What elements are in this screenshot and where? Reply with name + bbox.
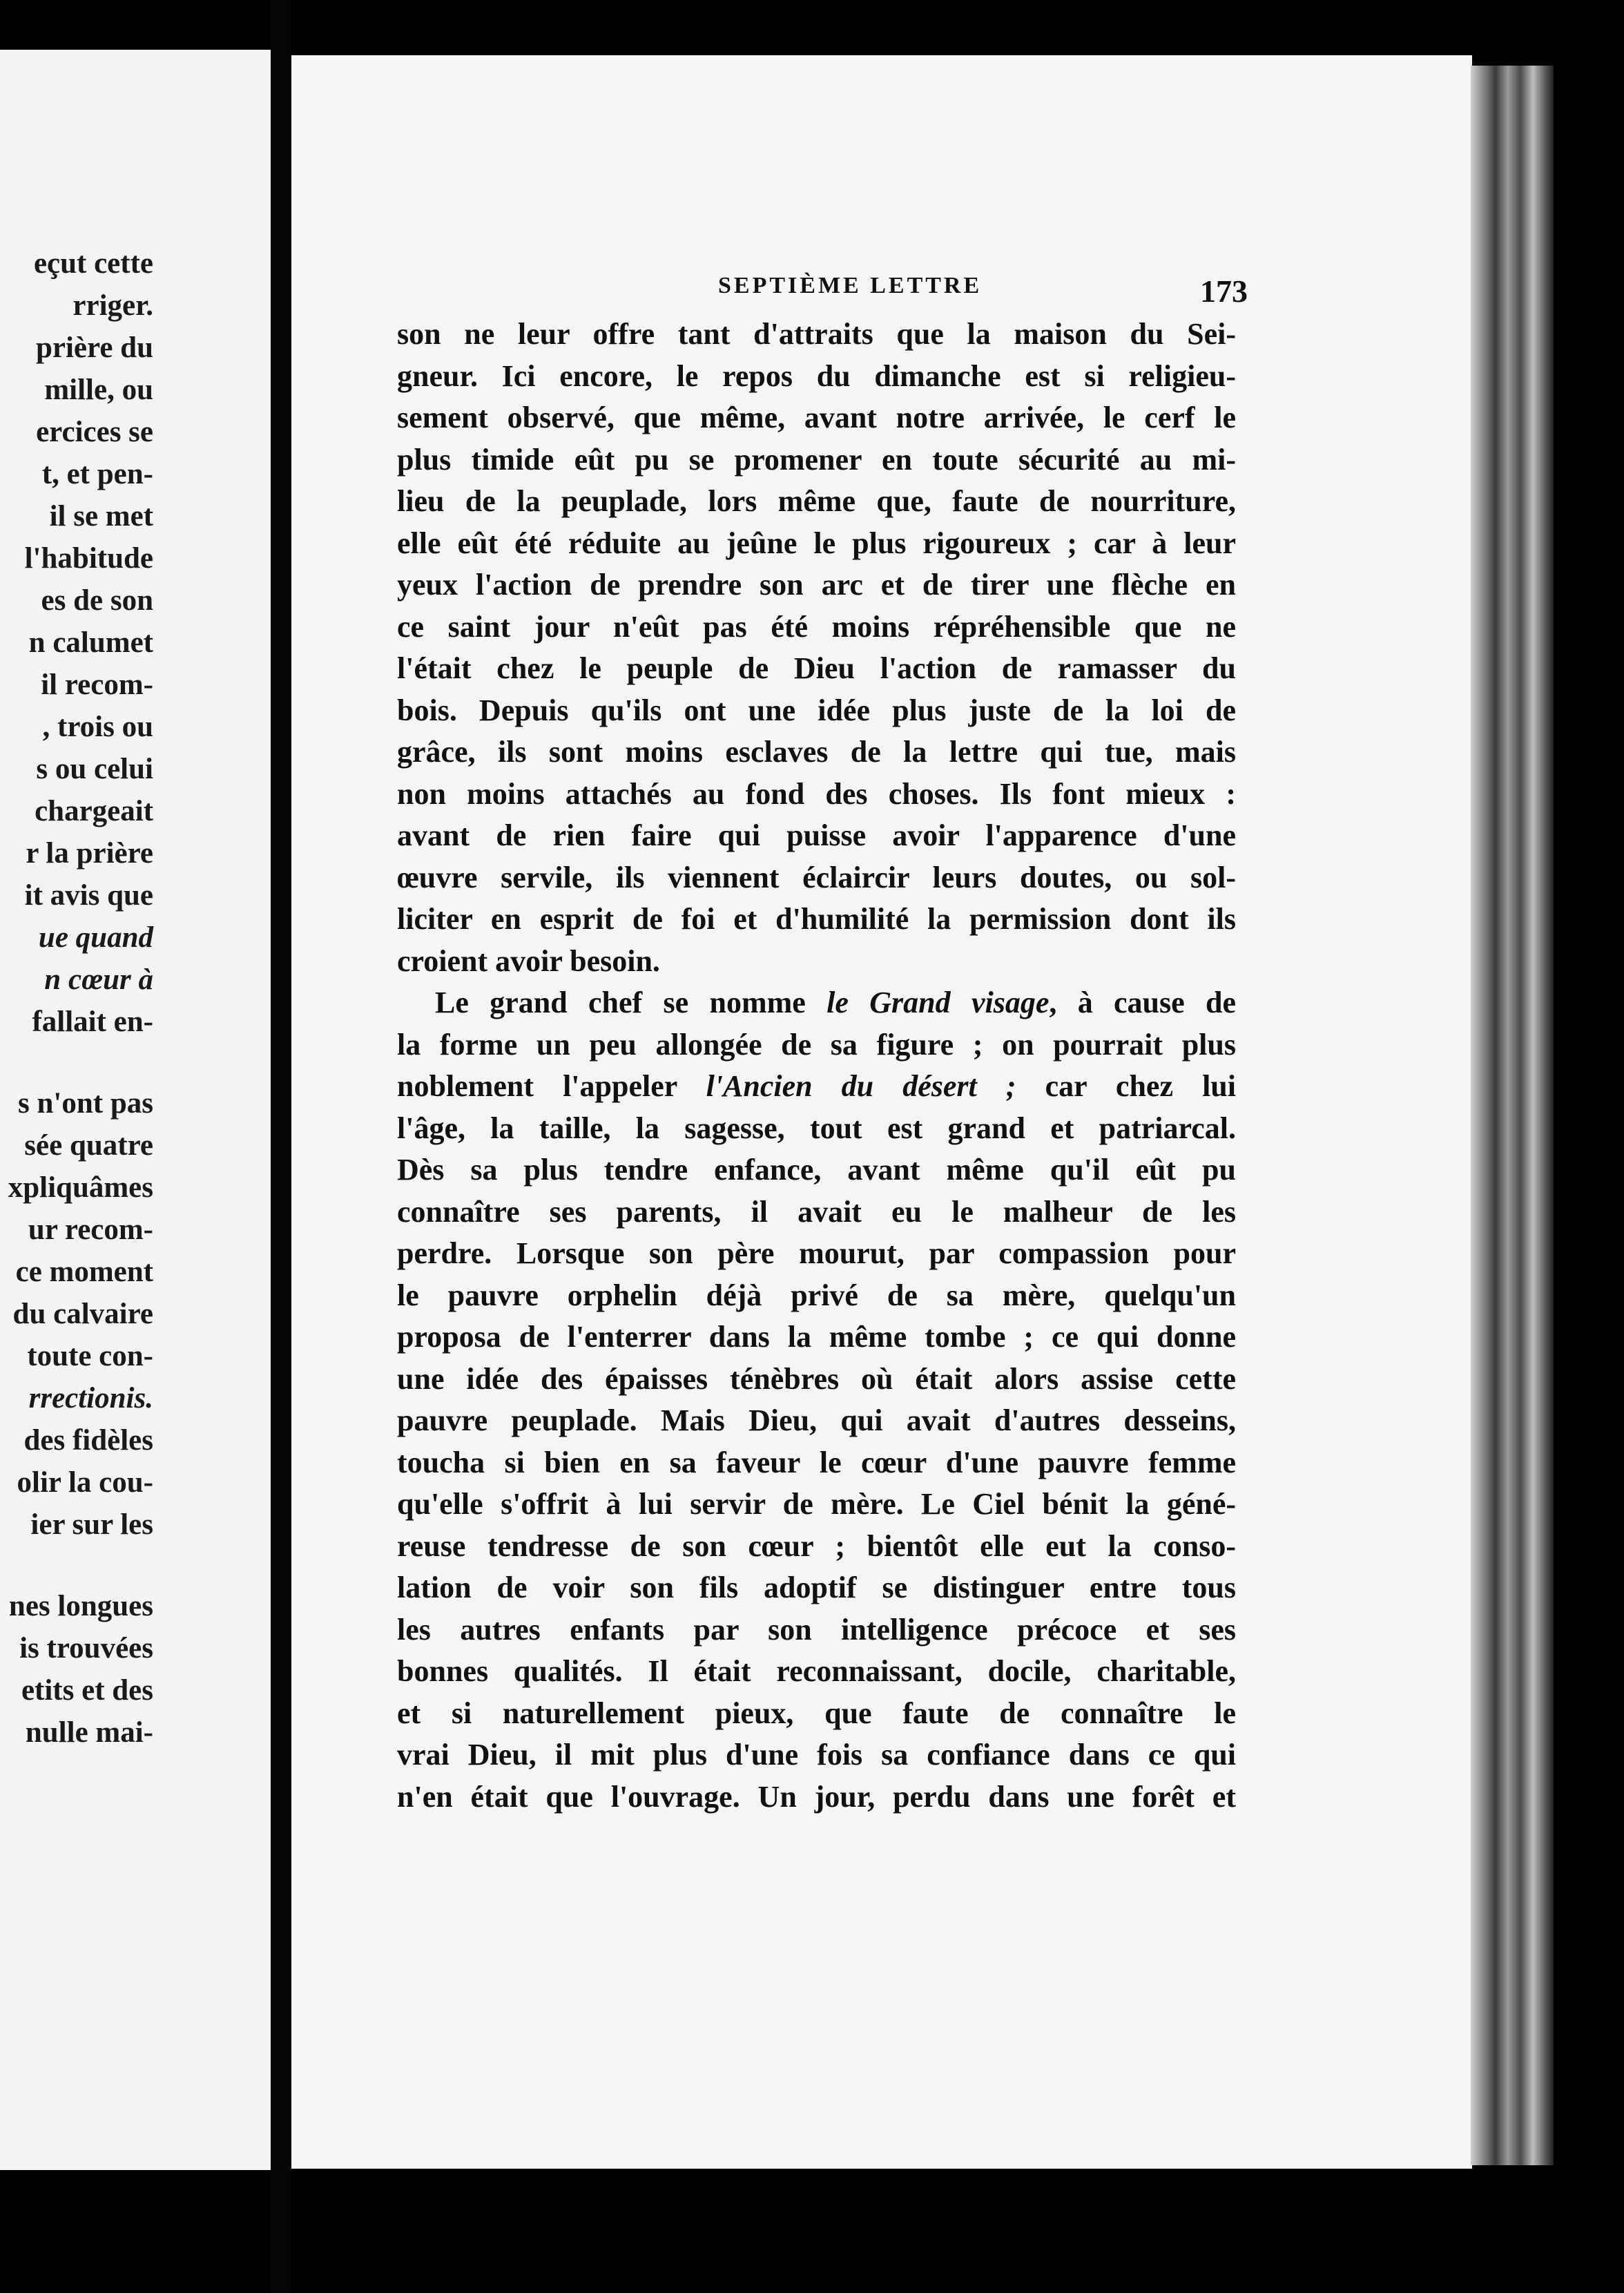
left-page-line: fallait en- bbox=[32, 1006, 153, 1038]
left-page-line: ue quand bbox=[38, 921, 153, 954]
left-page-line: mille, ou bbox=[44, 374, 153, 406]
previous-page-fragment bbox=[0, 50, 271, 2170]
left-page-line: t, et pen- bbox=[41, 458, 153, 490]
body-line: œuvre servile, ils viennent éclaircir leurs doutes, ou sol- bbox=[397, 860, 1236, 894]
body-line: reuse tendresse de son cœur ; bientôt elle eut la conso- bbox=[397, 1528, 1236, 1563]
left-page-line: du calvaire bbox=[12, 1298, 153, 1330]
body-line: non moins attachés au fond des choses. Ils font mieux : bbox=[397, 776, 1236, 811]
body-text-span: noblement l'appeler bbox=[397, 1069, 706, 1103]
body-text-span: Le grand chef se nomme bbox=[435, 986, 827, 1019]
body-line: qu'elle s'offrit à lui servir de mère. Le Ciel bénit la géné- bbox=[397, 1487, 1236, 1521]
body-line: une idée des épaisses ténèbres où était alors assise cette bbox=[397, 1361, 1236, 1396]
body-line: sement observé, que même, avant notre arrivée, le cerf le bbox=[397, 401, 1236, 434]
body-line: ce saint jour n'eût pas été moins répréhensible que ne bbox=[397, 609, 1236, 644]
left-page-line: rriger. bbox=[72, 289, 153, 322]
body-line: lieu de la peuplade, lors même que, faute de nourriture, bbox=[397, 484, 1236, 518]
body-line: grâce, ils sont moins esclaves de la lettre qui tue, mais bbox=[397, 735, 1236, 769]
body-line: vrai Dieu, il mit plus d'une fois sa confiance dans ce qui bbox=[397, 1738, 1236, 1772]
italic-name: l'Ancien du désert ; bbox=[706, 1069, 1016, 1103]
left-page-line: it avis que bbox=[24, 879, 153, 912]
left-page-line: s n'ont pas bbox=[18, 1087, 153, 1120]
left-page-line: nes longues bbox=[8, 1590, 153, 1622]
left-page-line: eçut cette bbox=[33, 247, 153, 280]
left-page-line: ier sur les bbox=[30, 1508, 153, 1541]
body-line: n'en était que l'ouvrage. Un jour, perdu dans une forêt et bbox=[397, 1779, 1236, 1814]
body-line: gneur. Ici encore, le repos du dimanche est si religieu- bbox=[397, 358, 1236, 393]
left-page-line: n cœur à bbox=[44, 963, 153, 996]
page-edges bbox=[1471, 66, 1554, 2165]
body-line: croient avoir besoin. bbox=[397, 943, 660, 978]
left-page-line: il se met bbox=[49, 500, 153, 533]
left-page-line: ce moment bbox=[15, 1256, 153, 1288]
body-line bbox=[435, 988, 1236, 1018]
body-line: l'âge, la taille, la sagesse, tout est grand et patriarcal. bbox=[397, 1111, 1236, 1145]
body-line bbox=[397, 1071, 1236, 1102]
body-line: yeux l'action de prendre son arc et de tirer une flèche en bbox=[397, 568, 1236, 602]
body-line: bois. Depuis qu'ils ont une idée plus juste de la loi de bbox=[397, 693, 1236, 727]
body-line: toucha si bien en sa faveur le cœur d'une pauvre femme bbox=[397, 1445, 1236, 1479]
book-gutter bbox=[271, 0, 291, 2293]
body-line: liciter en esprit de foi et d'humilité la permission dont ils bbox=[397, 902, 1236, 936]
body-text-span: car chez lui bbox=[1016, 1069, 1236, 1103]
body-line: bonnes qualités. Il était reconnaissant, docile, charitable, bbox=[397, 1654, 1236, 1688]
body-line: son ne leur offre tant d'attraits que la maison du Sei- bbox=[397, 317, 1236, 351]
body-line: proposa de l'enterrer dans la même tombe ; ce qui donne bbox=[397, 1320, 1236, 1354]
body-line: le pauvre orphelin déjà privé de sa mère, quelqu'un bbox=[397, 1278, 1236, 1312]
body-line: perdre. Lorsque son père mourut, par compassion pour bbox=[397, 1236, 1236, 1270]
body-line: avant de rien faire qui puisse avoir l'apparence d'une bbox=[397, 818, 1236, 852]
left-page-line: il recom- bbox=[41, 669, 153, 701]
body-line: Dès sa plus tendre enfance, avant même qu'il eût pu bbox=[397, 1153, 1236, 1187]
italic-name: le Grand visage bbox=[826, 986, 1050, 1019]
left-page-line: prière du bbox=[35, 332, 153, 364]
left-page-line: n calumet bbox=[28, 626, 153, 659]
left-page-line: toute con- bbox=[27, 1340, 153, 1372]
left-page-line: etits et des bbox=[21, 1674, 153, 1707]
body-line: et si naturellement pieux, que faute de connaître le bbox=[397, 1696, 1236, 1730]
body-line: connaître ses parents, il avait eu le malheur de les bbox=[397, 1194, 1236, 1229]
body-line: l'était chez le peuple de Dieu l'action de ramasser du bbox=[397, 651, 1236, 685]
left-page-line: r la prière bbox=[26, 837, 153, 870]
left-page-line: des fidèles bbox=[23, 1424, 153, 1457]
left-page-line: ur recom- bbox=[28, 1213, 153, 1246]
left-page-line: sée quatre bbox=[24, 1129, 153, 1162]
left-page-line: rrectionis. bbox=[28, 1382, 153, 1414]
left-page-line: l'habitude bbox=[24, 542, 153, 575]
left-page-line: olir la cou- bbox=[17, 1466, 153, 1499]
left-page-line: ercices se bbox=[36, 416, 153, 448]
running-head: SEPTIÈME LETTRE bbox=[718, 273, 983, 298]
body-line: pauvre peuplade. Mais Dieu, qui avait d'autres desseins, bbox=[397, 1403, 1236, 1437]
left-page-line: is trouvées bbox=[19, 1632, 153, 1664]
body-line: elle eût été réduite au jeûne le plus rigoureux ; car à leur bbox=[397, 526, 1236, 560]
left-page-line: chargeait bbox=[35, 795, 153, 827]
body-line: la forme un peu allongée de sa figure ; on pourrait plus bbox=[397, 1027, 1236, 1062]
body-line: les autres enfants par son intelligence précoce et ses bbox=[397, 1612, 1236, 1647]
page-number: 173 bbox=[1200, 274, 1248, 309]
body-line: lation de voir son fils adoptif se distinguer entre tous bbox=[397, 1571, 1236, 1604]
left-page-line: nulle mai- bbox=[25, 1716, 153, 1749]
left-page-line: es de son bbox=[41, 584, 153, 617]
left-page-line: xpliquâmes bbox=[8, 1171, 153, 1204]
body-text-span: , à cause de bbox=[1049, 986, 1237, 1019]
left-page-line: s ou celui bbox=[36, 753, 153, 785]
body-line: plus timide eût pu se promener en toute sécurité au mi- bbox=[397, 442, 1236, 477]
left-page-line: , trois ou bbox=[42, 711, 153, 743]
